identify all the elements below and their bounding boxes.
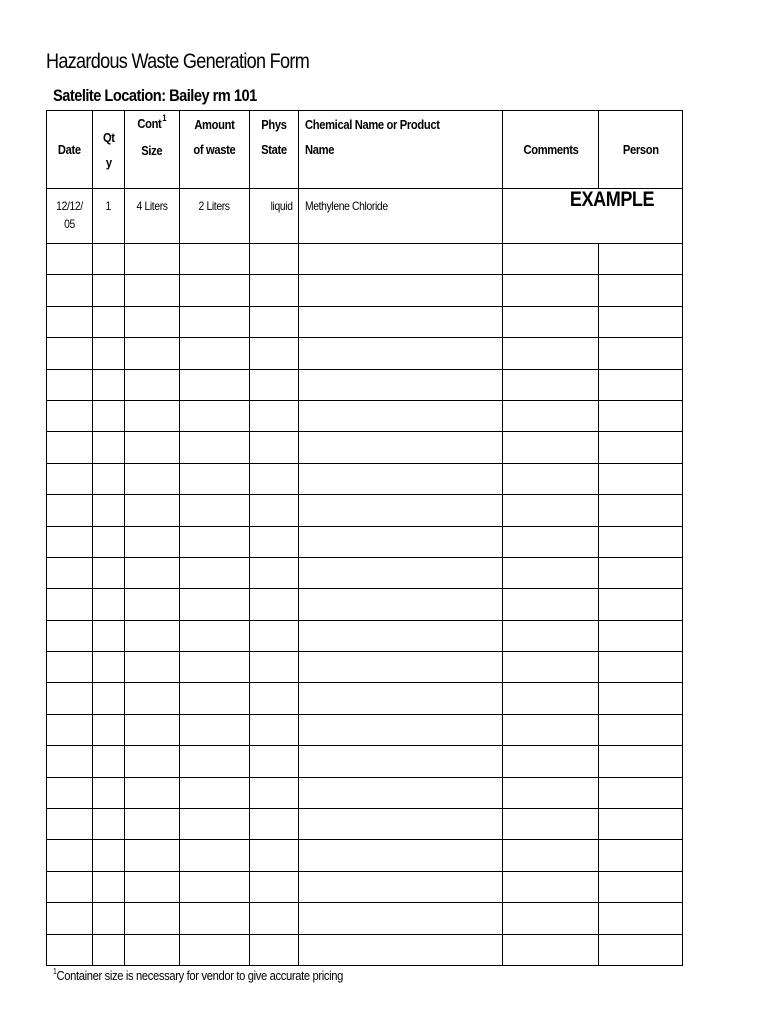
location-label: Satelite Location: Bailey rm 101 <box>53 86 257 105</box>
cell-cont-size[interactable] <box>125 714 180 745</box>
cell-amount[interactable] <box>180 589 250 620</box>
cell-date[interactable] <box>47 369 93 400</box>
cell-phys-state[interactable] <box>250 809 299 840</box>
cell-qty[interactable] <box>93 589 125 620</box>
cell-cont-size[interactable] <box>125 463 180 494</box>
header-qty: Qt y <box>93 111 125 189</box>
cell-cont-size[interactable] <box>125 871 180 902</box>
cell-qty[interactable] <box>93 432 125 463</box>
cell-phys-state[interactable] <box>250 871 299 902</box>
cell-phys-state[interactable] <box>250 683 299 714</box>
cell-qty[interactable] <box>93 275 125 306</box>
cell-chemical[interactable] <box>299 400 503 431</box>
cell-qty[interactable] <box>93 809 125 840</box>
cell-comments[interactable] <box>503 620 599 651</box>
cell-comments[interactable] <box>503 432 599 463</box>
cell-comments[interactable] <box>503 400 599 431</box>
cell-cont-size[interactable] <box>125 432 180 463</box>
cell-amount[interactable] <box>180 683 250 714</box>
cell-amount[interactable] <box>180 275 250 306</box>
example-cont-size: 4 Liters <box>125 189 180 244</box>
cell-phys-state[interactable] <box>250 934 299 965</box>
cell-amount[interactable] <box>180 495 250 526</box>
cell-cont-size[interactable] <box>125 903 180 934</box>
cell-cont-size[interactable] <box>125 840 180 871</box>
cell-qty[interactable] <box>93 463 125 494</box>
cell-chemical[interactable] <box>299 463 503 494</box>
cell-phys-state[interactable] <box>250 652 299 683</box>
cell-date[interactable] <box>47 557 93 588</box>
cell-cont-size[interactable] <box>125 589 180 620</box>
header-date: Date <box>47 111 93 189</box>
table-row <box>47 432 683 463</box>
cell-comments[interactable] <box>503 495 599 526</box>
cell-cont-size[interactable] <box>125 683 180 714</box>
cell-phys-state[interactable] <box>250 369 299 400</box>
cell-phys-state[interactable] <box>250 557 299 588</box>
table-row <box>47 526 683 557</box>
example-date: 12/12/ 05 <box>47 189 93 244</box>
cell-phys-state[interactable] <box>250 338 299 369</box>
cell-person[interactable] <box>599 840 683 871</box>
cell-comments[interactable] <box>503 306 599 337</box>
cell-chemical[interactable] <box>299 306 503 337</box>
cell-amount[interactable] <box>180 557 250 588</box>
cell-amount[interactable] <box>180 338 250 369</box>
cell-date[interactable] <box>47 934 93 965</box>
header-person: Person <box>599 111 683 189</box>
cell-chemical[interactable] <box>299 871 503 902</box>
table-row <box>47 557 683 588</box>
cell-qty[interactable] <box>93 369 125 400</box>
cell-date[interactable] <box>47 746 93 777</box>
cell-person[interactable] <box>599 275 683 306</box>
cell-phys-state[interactable] <box>250 589 299 620</box>
cell-phys-state[interactable] <box>250 495 299 526</box>
cell-person[interactable] <box>599 526 683 557</box>
cell-phys-state[interactable] <box>250 526 299 557</box>
cell-cont-size[interactable] <box>125 557 180 588</box>
cell-qty[interactable] <box>93 746 125 777</box>
cell-chemical[interactable] <box>299 557 503 588</box>
cell-chemical[interactable] <box>299 432 503 463</box>
cell-qty[interactable] <box>93 871 125 902</box>
cell-cont-size[interactable] <box>125 809 180 840</box>
cell-amount[interactable] <box>180 400 250 431</box>
cell-chemical[interactable] <box>299 903 503 934</box>
cell-date[interactable] <box>47 840 93 871</box>
cell-amount[interactable] <box>180 777 250 808</box>
cell-person[interactable] <box>599 652 683 683</box>
cell-date[interactable] <box>47 589 93 620</box>
cell-amount[interactable] <box>180 746 250 777</box>
cell-qty[interactable] <box>93 934 125 965</box>
table-row <box>47 714 683 745</box>
cell-person[interactable] <box>599 683 683 714</box>
cell-qty[interactable] <box>93 244 125 275</box>
cell-amount[interactable] <box>180 652 250 683</box>
cell-chemical[interactable] <box>299 840 503 871</box>
table-row <box>47 306 683 337</box>
cell-cont-size[interactable] <box>125 400 180 431</box>
cell-date[interactable] <box>47 463 93 494</box>
cell-phys-state[interactable] <box>250 463 299 494</box>
cell-amount[interactable] <box>180 432 250 463</box>
cell-date[interactable] <box>47 871 93 902</box>
cell-qty[interactable] <box>93 557 125 588</box>
cell-comments[interactable] <box>503 871 599 902</box>
cell-qty[interactable] <box>93 840 125 871</box>
cell-chemical[interactable] <box>299 244 503 275</box>
cell-chemical[interactable] <box>299 275 503 306</box>
cell-date[interactable] <box>47 809 93 840</box>
cell-phys-state[interactable] <box>250 840 299 871</box>
cell-qty[interactable] <box>93 652 125 683</box>
cell-amount[interactable] <box>180 934 250 965</box>
cell-comments[interactable] <box>503 809 599 840</box>
cell-date[interactable] <box>47 306 93 337</box>
header-chemical-name: Chemical Name or Product Name <box>299 111 503 189</box>
table-row <box>47 777 683 808</box>
footnote-marker: 1 <box>162 113 167 123</box>
cell-cont-size[interactable] <box>125 746 180 777</box>
cell-cont-size[interactable] <box>125 338 180 369</box>
cell-qty[interactable] <box>93 338 125 369</box>
cell-person[interactable] <box>599 400 683 431</box>
cell-cont-size[interactable] <box>125 306 180 337</box>
cell-chemical[interactable] <box>299 495 503 526</box>
header-amount: Amount of waste <box>180 111 250 189</box>
cell-amount[interactable] <box>180 714 250 745</box>
table-row <box>47 934 683 965</box>
cell-chemical[interactable] <box>299 369 503 400</box>
cell-person[interactable] <box>599 495 683 526</box>
table-row <box>47 463 683 494</box>
cell-chemical[interactable] <box>299 683 503 714</box>
header-row <box>47 111 683 189</box>
cell-qty[interactable] <box>93 903 125 934</box>
example-qty: 1 <box>93 189 125 244</box>
header-comments: Comments <box>503 111 599 189</box>
cell-comments[interactable] <box>503 275 599 306</box>
cell-date[interactable] <box>47 683 93 714</box>
cell-amount[interactable] <box>180 903 250 934</box>
cell-chemical[interactable] <box>299 620 503 651</box>
table-row <box>47 809 683 840</box>
cell-phys-state[interactable] <box>250 400 299 431</box>
cell-comments[interactable] <box>503 589 599 620</box>
table-row <box>47 903 683 934</box>
table-row <box>47 369 683 400</box>
cell-amount[interactable] <box>180 840 250 871</box>
cell-date[interactable] <box>47 652 93 683</box>
cell-chemical[interactable] <box>299 652 503 683</box>
cell-date[interactable] <box>47 275 93 306</box>
cell-date[interactable] <box>47 495 93 526</box>
cell-phys-state[interactable] <box>250 432 299 463</box>
cell-chemical[interactable] <box>299 746 503 777</box>
cell-phys-state[interactable] <box>250 620 299 651</box>
cell-chemical[interactable] <box>299 934 503 965</box>
cell-amount[interactable] <box>180 244 250 275</box>
table-row <box>47 495 683 526</box>
cell-comments[interactable] <box>503 840 599 871</box>
cell-qty[interactable] <box>93 714 125 745</box>
cell-person[interactable] <box>599 746 683 777</box>
cell-cont-size[interactable] <box>125 495 180 526</box>
cell-chemical[interactable] <box>299 809 503 840</box>
cell-person[interactable] <box>599 934 683 965</box>
cell-amount[interactable] <box>180 306 250 337</box>
cell-comments[interactable] <box>503 714 599 745</box>
cell-qty[interactable] <box>93 495 125 526</box>
cell-amount[interactable] <box>180 526 250 557</box>
cell-comments[interactable] <box>503 652 599 683</box>
cell-person[interactable] <box>599 338 683 369</box>
cell-person[interactable] <box>599 903 683 934</box>
cell-comments[interactable] <box>503 746 599 777</box>
cell-comments[interactable] <box>503 526 599 557</box>
cell-phys-state[interactable] <box>250 777 299 808</box>
cell-date[interactable] <box>47 400 93 431</box>
cell-qty[interactable] <box>93 620 125 651</box>
table-row <box>47 589 683 620</box>
cell-phys-state[interactable] <box>250 244 299 275</box>
cell-amount[interactable] <box>180 620 250 651</box>
example-row <box>47 189 683 244</box>
cell-comments[interactable] <box>503 244 599 275</box>
waste-log-table <box>46 110 683 966</box>
cell-cont-size[interactable] <box>125 526 180 557</box>
cell-cont-size[interactable] <box>125 620 180 651</box>
cell-date[interactable] <box>47 903 93 934</box>
cell-date[interactable] <box>47 338 93 369</box>
example-amount: 2 Liters <box>180 189 250 244</box>
table-row <box>47 840 683 871</box>
cell-chemical[interactable] <box>299 714 503 745</box>
cell-qty[interactable] <box>93 306 125 337</box>
cell-comments[interactable] <box>503 557 599 588</box>
cell-amount[interactable] <box>180 369 250 400</box>
cell-person[interactable] <box>599 369 683 400</box>
header-phys-state: Phys State <box>250 111 299 189</box>
table-row <box>47 400 683 431</box>
cell-comments[interactable] <box>503 463 599 494</box>
cell-person[interactable] <box>599 777 683 808</box>
cell-chemical[interactable] <box>299 526 503 557</box>
example-watermark: EXAMPLE <box>569 188 655 211</box>
cell-comments[interactable] <box>503 777 599 808</box>
cell-person[interactable] <box>599 306 683 337</box>
cell-phys-state[interactable] <box>250 714 299 745</box>
cell-phys-state[interactable] <box>250 275 299 306</box>
table-row <box>47 338 683 369</box>
cell-cont-size[interactable] <box>125 244 180 275</box>
cell-cont-size[interactable] <box>125 369 180 400</box>
cell-person[interactable] <box>599 620 683 651</box>
cell-date[interactable] <box>47 432 93 463</box>
example-comments <box>503 189 683 244</box>
table-row <box>47 746 683 777</box>
cell-phys-state[interactable] <box>250 306 299 337</box>
cell-date[interactable] <box>47 244 93 275</box>
cell-qty[interactable] <box>93 526 125 557</box>
cell-cont-size[interactable] <box>125 777 180 808</box>
cell-date[interactable] <box>47 714 93 745</box>
cell-amount[interactable] <box>180 871 250 902</box>
cell-person[interactable] <box>599 557 683 588</box>
table-row <box>47 620 683 651</box>
table-row <box>47 652 683 683</box>
cell-comments[interactable] <box>503 369 599 400</box>
table-row <box>47 275 683 306</box>
cell-qty[interactable] <box>93 683 125 714</box>
cell-cont-size[interactable] <box>125 275 180 306</box>
cell-chemical[interactable] <box>299 338 503 369</box>
cell-person[interactable] <box>599 432 683 463</box>
cell-chemical[interactable] <box>299 589 503 620</box>
table-row <box>47 683 683 714</box>
cell-cont-size[interactable] <box>125 934 180 965</box>
cell-person[interactable] <box>599 589 683 620</box>
example-chemical: Methylene Chloride <box>299 189 503 244</box>
cell-date[interactable] <box>47 620 93 651</box>
footnote: $^1$Container size is necessary for vendor to give accurate pricing <box>53 967 344 983</box>
cell-qty[interactable] <box>93 400 125 431</box>
table-row <box>47 871 683 902</box>
cell-chemical[interactable] <box>299 777 503 808</box>
table-row <box>47 244 683 275</box>
header-cont-size: Cont$^1$ Size <box>125 111 180 189</box>
cell-person[interactable] <box>599 463 683 494</box>
cell-comments[interactable] <box>503 934 599 965</box>
cell-qty[interactable] <box>93 777 125 808</box>
cell-amount[interactable] <box>180 463 250 494</box>
cell-person[interactable] <box>599 244 683 275</box>
cell-person[interactable] <box>599 809 683 840</box>
cell-phys-state[interactable] <box>250 903 299 934</box>
cell-person[interactable] <box>599 871 683 902</box>
cell-person[interactable] <box>599 714 683 745</box>
cell-date[interactable] <box>47 777 93 808</box>
cell-amount[interactable] <box>180 809 250 840</box>
cell-comments[interactable] <box>503 903 599 934</box>
example-phys-state: liquid <box>250 189 299 244</box>
cell-comments[interactable] <box>503 683 599 714</box>
cell-cont-size[interactable] <box>125 652 180 683</box>
form-title: Hazardous Waste Generation Form <box>46 50 310 73</box>
cell-comments[interactable] <box>503 338 599 369</box>
cell-date[interactable] <box>47 526 93 557</box>
cell-phys-state[interactable] <box>250 746 299 777</box>
